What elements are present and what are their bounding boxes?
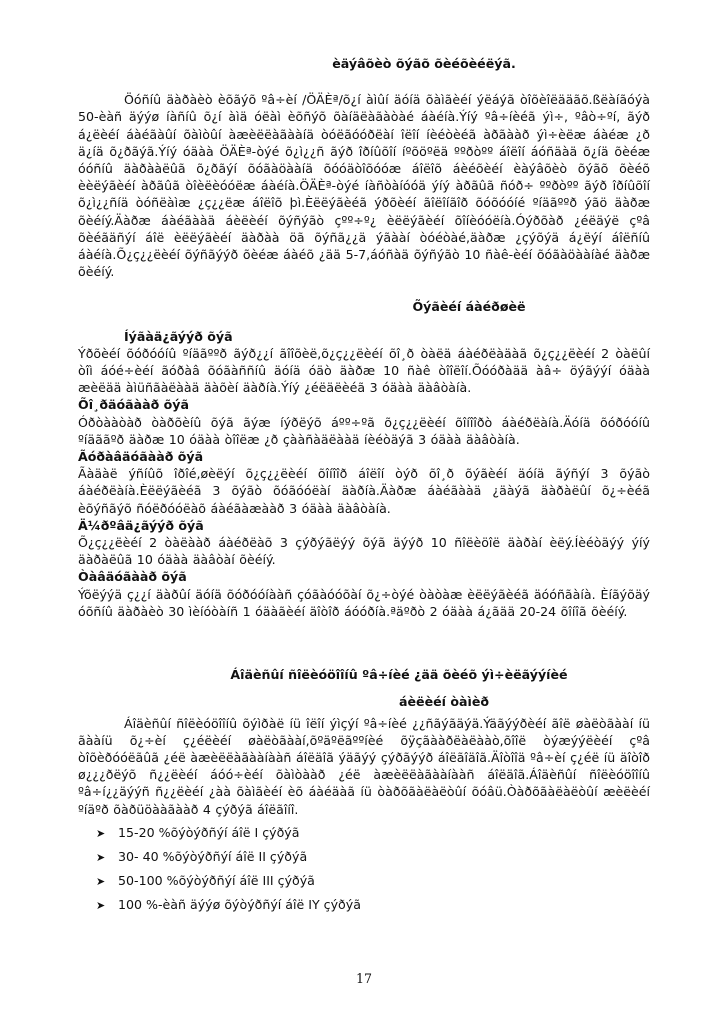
list-item-text: 50-100 %õýòýðñýí áîë III çýðýã: [118, 873, 315, 889]
list-item-text: 15-20 %õýòýðñýí áîë I çýðýã: [118, 824, 300, 840]
list-item: [96, 848, 650, 866]
subsection-text: Ýðõèéí õóðóóíû ºíäãººð ãýð¿¿í ãîîõèë,õ¿ç¿¿ëèéí õî¸ð òàëä áàéðëàäàã õ¿ç¿¿ëèéí 2 òàëûí òîì áóé÷èéí ãóðàâ õóãàññíû äóíä óäò äàðæ 10 ñàê òîîëîí.Õóóðàää àâ÷ öýãýýí óäàà æèëää àìüñãàëààä äàõèí äàðíà.Ýíý ¿éëäëèéã 3 óäàà äàâòàíà.: [78, 345, 650, 396]
page-title: èäýâõèò õýãõ õèéõèéëýã.: [332, 56, 516, 71]
subsection-text: Ýõëýýä ç¿¿í äàðûí äóíä õóðóóíààñ çóãàóóõàí õ¿÷òýé òàòàæ èëëýãèéã äóóñãàíà. Èíãýõäý óõñíû äàðàèò 30 ìèíóòàíñ 1 óäàãèéí äîòîð áóóðíà.ªäºðò 2 óäàà á¿ãää 20-24 õîíîã õèéíý.: [78, 586, 650, 619]
subsection-text: Õ¿ç¿¿ëèéí 2 òàëààð áàéðëàõ 3 çýðýãëýý õýã äýýð 10 ñîëèöîë äàðàí èëý.Íèéòäýý ýíý äàðàëûã 10 óäàà äàâòàí õèéíý.: [78, 535, 650, 568]
subsection-4: [78, 517, 650, 569]
subsection-heading: Ä¼ðºâä¿ãýýð õýã: [78, 517, 204, 533]
list-item-text: 100 %-èàñ äýýø õýòýðñýí áîë IY çýðýã: [118, 897, 361, 913]
section-spacer: [78, 620, 650, 666]
section-title: Õýãèéí áàéðøèë: [412, 299, 526, 315]
section2-title: Áîäèñûí ñîëèóöîîíû ºâ÷íèé ¿ää õèéõ ýì÷èëãýýíèé: [230, 667, 568, 683]
subsection-heading: Ãóðàâäóãààð õýã: [78, 449, 204, 465]
arrow-bullet-icon: ➤: [96, 826, 106, 840]
arrow-bullet-icon: ➤: [96, 875, 106, 889]
subsection-5: [78, 568, 650, 620]
subsection-1: [78, 328, 650, 397]
subsection-text: Ãàäàë ýñíûõ îðîé,øèëýí õ¿ç¿¿ëèéí õîíîîð áîëîí òýð õî¸ð õýãèéí äóíä ãýñýí 3 õýãò áàéðëàíà.Èëëýãèéã 3 õýãò õóãóóëàí äàðíà.Äàðæ áàéãààä ¿äàýã äàðàëûí õ¿÷èéã èõýñãýõ ñóëðóóëàõ áàéãàæààð 3 óäàà äàâòàíà.: [78, 466, 650, 516]
subsection-heading: Õî¸ðäóãààð õýã: [78, 397, 190, 413]
list-item: [96, 872, 650, 890]
section2-paragraph: Áîäèñûí ñîëèóöîîíû õýìðàë íü îëîí ýìçýí ºâ÷íèé ¿¿ñãýãäýä.Ýäãýýðèéí ãîë øàëòãààí íü ãààíü õ¿÷èí ç¿éëèéí øàëòãààí,õºäºëãººíèé õÿçãààðëàëààò,õîîë òýæýýëèéí çºâ òîõèðóóëãûã ¿éë àæèëëàãààíààñ áîëäîã ýäãýý çýðãýýð áîëãîäîã.Äîòîîä ºâ÷èí ç¿éë íü äîòîð ø¿¿¿ðëýõ ñ¿¿ëèéí áóó÷èéí õàìòààð ¿éë àæèëëàãààíààñ áîëäîã.Áîäèñûí ñîëèóöîîíû ºâ÷í¿¿äýýñ ñ¿¿ëèéí ¿àà õàìãèéí èõ áàéäàã íü òàðõãàëàëòûí õóâü.Òàðõãàëàëòûí æèëèéí ºíäºð õàðüöààãààð 4 çýðýã áîëãîíî.: [78, 715, 650, 817]
list-item: [96, 824, 650, 842]
subsection-heading: Òàâäóãààð õýã: [78, 569, 187, 585]
subsection-2: [78, 396, 650, 448]
section2-subtitle: áèëèéí òàìèð: [398, 694, 490, 710]
arrow-bullet-icon: ➤: [96, 899, 106, 913]
intro-paragraph: Öóñíû äàðàèò èõãýõ ºâ÷èí /ÖÄÈª/õ¿í àìûí äóíä õàìãèéí ýëáýã òîõèîëääãõ.ßëàíãóýà 50-èàñ äýýø íàñíû õ¿í àìä óëàì èõñýõ õàíäëàãàòàé áàéíà.Ýíý ºâ÷íèéã ýì÷, ºâò÷ºí, ãýð á¿ëèéí áàéãàûí õàìòûí àæèëëàãààíä òóëãóóðëàí îëîí íèéòèéã àðãààð ýì÷èëæ áàéæ ¿ð ä¿íä õ¿ðãýã.Ýíý óäàà ÖÄÈª-òýé õ¿ì¿¿ñ ãýð îðíûõîí íºõöºëä ººðòºº áîëîí áóñäàä õ¿íä õèéæ óóñíû äàðààëûã õ¿ðãýí õóãàöààíä õóóäòîõóóæ áîëîõ áèéõèéí èàýâõèò õýãõ õèéõ èèëýãèéí àðãûã òîèëèóóëæ áàéíà.ÖÄÈª-òýé íàñòàíóóä ýíý àðãûã ñóð÷ ººðòºº ãýð îðíûõîí õ¿ì¿¿ñíä òóñëàìæ ¿ç¿¿ëæ áîëîõ þì.Èëëýãèéã ýðõèéí ãîëîíãîð õóõóóíé ºíäãººð ýãö äàðæ õèéíý.Äàðæ áàéãààä áèëèéí õýñýãò çºº÷º¿ èëëýãèéí õîíèóóëíà.Óýðõàð ¿éëäýë çºâ õèéãäñýí áîë èëëýãèéí äàðàà öã õýñã¿¿ä ýãààí òóéòàé,äàðæ ¿çýõýä á¿ëýí áîëñíû áàéíà.Õ¿ç¿¿ëèéí õýñãýýð õèéæ áàéõ ¿ää 5-7,áóñàä õýñýãò 10 ñàê-èéí õóãàöààíàé äàðæ õèéíý.: [78, 92, 650, 280]
subsection-text: Óðòààòàð òàðõèíû õýã ãýæ íýðëýõ áºº÷ºã õ¿ç¿¿ëèéí õîíîîðò áàéðëàíà.Äóíä õóðóóíû ºíäããºð äàðæ 10 óäàà òîîëæ ¿ð çààñàäëààä íèéòäýã 3 óäàà äàâòàíà.: [78, 414, 650, 447]
subsection-list: [78, 328, 650, 620]
list-item: [96, 896, 650, 914]
subsection-heading: Íýãàä¿ãýýð õýã: [124, 328, 233, 344]
bullet-list: [78, 824, 650, 915]
list-item-text: 30- 40 %õýòýðñýí áîë II çýðýã: [118, 848, 308, 864]
subsection-3: [78, 448, 650, 517]
arrow-bullet-icon: ➤: [96, 850, 106, 864]
page-number: 17: [355, 971, 373, 986]
